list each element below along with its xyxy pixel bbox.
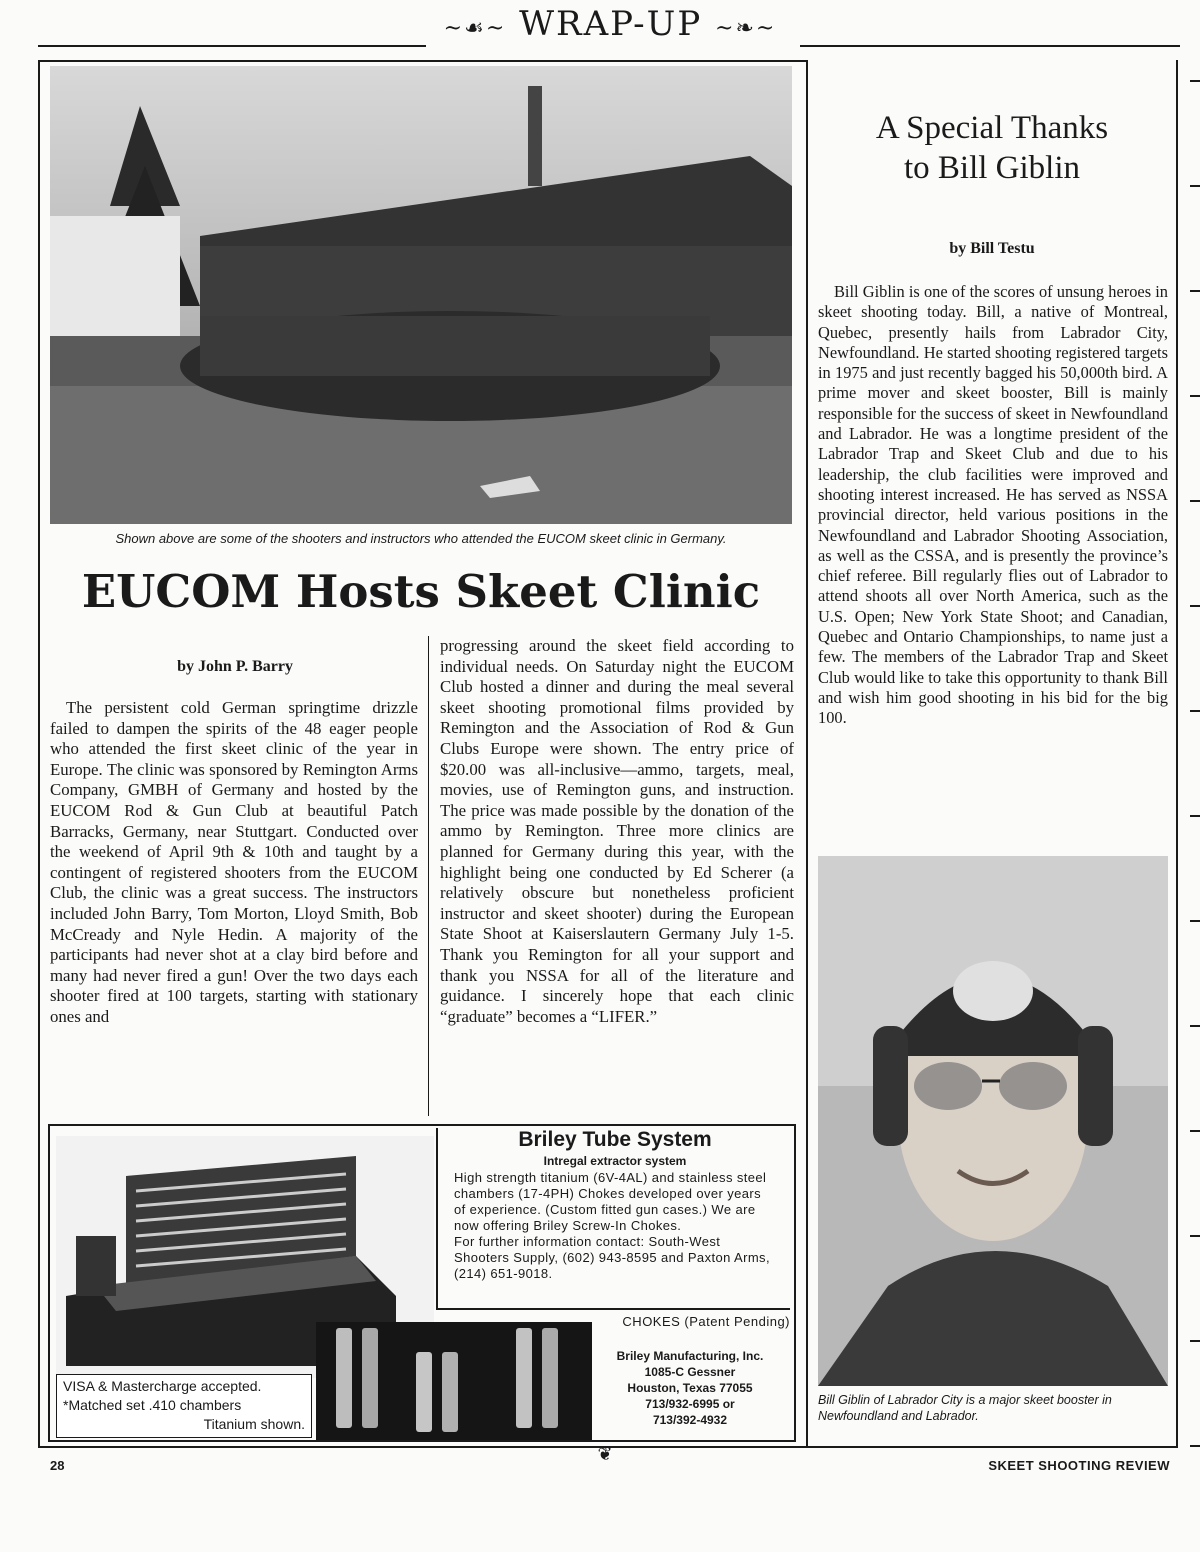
- column-divider: [806, 60, 808, 1448]
- visa-note: VISA & Mastercharge accepted.: [63, 1378, 262, 1394]
- thanks-headline-line1: A Special Thanks: [875, 110, 1109, 146]
- thanks-headline-line2: to Bill Giblin: [903, 150, 1081, 186]
- chokes-image: [316, 1322, 592, 1440]
- section-title: [420, 4, 800, 49]
- ad-phone1: 713/932-6995 or: [645, 1397, 735, 1411]
- bill-photo-caption: Bill Giblin of Labrador City is a major skeet booster in Newfoundland and Labrador.: [818, 1393, 1112, 1423]
- edge-tick: [1190, 815, 1200, 817]
- edge-tick: [1190, 500, 1200, 502]
- publication-name: SKEET SHOOTING REVIEW: [988, 1458, 1170, 1473]
- edge-tick: [1190, 920, 1200, 922]
- matched-note-1: *Matched set .410 chambers: [63, 1397, 242, 1413]
- ad-address1: 1085-C Gessner: [644, 1365, 736, 1379]
- group-photo-image: [50, 66, 792, 524]
- page-number: 28: [50, 1458, 65, 1473]
- ad-title: Briley Tube System: [518, 1128, 712, 1151]
- edge-tick: [1190, 1025, 1200, 1027]
- group-photo: [50, 66, 792, 524]
- ad-company: Briley Manufacturing, Inc.: [616, 1349, 764, 1363]
- thanks-byline: by Bill Testu: [949, 240, 1035, 257]
- eucom-column-rule: [428, 636, 429, 1116]
- ad-address: [590, 1348, 790, 1428]
- edge-tick: [1190, 1130, 1200, 1132]
- bill-giblin-image: [818, 856, 1168, 1386]
- flourish-left-icon: ~☙~: [443, 16, 507, 41]
- thanks-headline: [816, 108, 1168, 188]
- eucom-byline: by John P. Barry: [177, 658, 293, 675]
- edge-tick: [1190, 605, 1200, 607]
- eucom-body-col2: progressing around the skeet field according to individual needs. On Saturday night the EUCOM Club hosted a dinner and during the meal several skeet shooting promotional films provided by Remington and the Association of Rod & Gun Clubs Europe were shown. The entry price of $20.00 was all-inclusive—ammo, targets, meal, movies, use of Remington guns, and instruction. The price was made possible by the donation of the ammo by Remington. Three more clinics are planned for Germany during this year, with the highlight being one conducted by Ed Scherer (a relatively obscure but nonetheless proficient instructor and skeet shooter) during the European State Shoot at Kaiserslautern Germany July 1-5. Thank you Remington for all your support and thank you NSSA for all of the literature and guidance. I sincerely hope that each clinic “graduate” becomes a “LIFER.”: [440, 636, 794, 1026]
- footer-ornament-icon: ❦: [597, 1444, 613, 1465]
- ad-phone2: 713/392-4932: [652, 1413, 728, 1427]
- frame-top-left: [38, 60, 806, 62]
- ad-text-panel: [436, 1128, 790, 1310]
- edge-tick: [1190, 395, 1200, 397]
- edge-tick: [1190, 80, 1200, 82]
- edge-tick: [1190, 710, 1200, 712]
- edge-tick: [1190, 1445, 1200, 1447]
- flourish-right-icon: ~❧~: [715, 16, 777, 41]
- matched-note-2: Titanium shown.: [203, 1416, 305, 1432]
- edge-tick: [1190, 1340, 1200, 1342]
- chokes-illustration: [316, 1322, 592, 1440]
- bill-giblin-photo: [818, 856, 1168, 1386]
- edge-tick: [1190, 185, 1200, 187]
- ad-subtitle: Intregal extractor system: [543, 1154, 687, 1168]
- eucom-body-col1: The persistent cold German springtime drizzle failed to dampen the spirits of the 48 eager people who attended the first skeet clinic of the year in Europe. The clinic was sponsored by Remington Arms Company, GMBH of Germany and hosted by the EUCOM Rod & Gun Club at beautiful Patch Barracks, Germany, near Stuttgart. Conducted over the weekend of April 9th & 10th and taught by a contingent of registered shooters from the EUCOM Club, the clinic was a great success. The instructors included John Barry, Tom Morton, Lloyd Smith, Bob McCready and Nyle Hedin. A majority of the participants had never shot at a clay bird before and many had never fired a gun! Over the two days each shooter fired at 100 targets, starting with stationary ones and: [50, 698, 418, 1026]
- thanks-body: Bill Giblin is one of the scores of unsung heroes in skeet shooting today. Bill, a native of Montreal, Quebec, presently hails from Labrador City, Newfoundland. He started shooting registered targets in 1975 and just recently bagged his 50,000th bird. A prime mover and skeet booster, Bill is mainly responsible for the success of skeet in Newfoundland and Labrador. He was a longtime president of the Labrador Trap and Skeet Club and due to his leadership, the club facilities were improved and shooting interest increased. He has served as NSSA provincial director, held various positions in the Newfoundland and Labrador Shooting Association, as well as the CSSA, and is presently the province’s chief referee. Bill regularly flies out of Labrador to attend shoots all over North America, such as the U.S. Open; New York State Shoot; and Canadian, Quebec and Ontario Championships, to name just a few. The members of the Labrador Trap and Skeet Club would like to take this opportunity to thank Bill and wish him good shooting in his bid for the big 100.: [818, 282, 1168, 728]
- header-rule-left: [38, 45, 426, 47]
- edge-tick: [1190, 1235, 1200, 1237]
- group-photo-caption: Shown above are some of the shooters and instructors who attended the EUCOM skeet clinic in Germany.: [115, 531, 727, 546]
- ad-description: High strength titanium (6V-4AL) and stainless steel chambers (17-4PH) Chokes developed over years of experience. (Custom fitted gun cases.) We are now offering Briley Screw-In Chokes.: [454, 1170, 767, 1233]
- briley-ad: [48, 1124, 796, 1442]
- eucom-headline: EUCOM Hosts Skeet Clinic: [81, 565, 761, 618]
- chokes-label: CHOKES (Patent Pending): [622, 1314, 790, 1329]
- ad-contact: For further information contact: South-West Shooters Supply, (602) 943-8595 and Paxton Arms, (214) 651-9018.: [454, 1234, 770, 1281]
- edge-tick: [1190, 290, 1200, 292]
- visa-box: [56, 1374, 312, 1438]
- ad-address2: Houston, Texas 77055: [627, 1381, 753, 1395]
- header-rule-right: [800, 45, 1180, 47]
- section-title-text: WRAP-UP: [519, 4, 703, 44]
